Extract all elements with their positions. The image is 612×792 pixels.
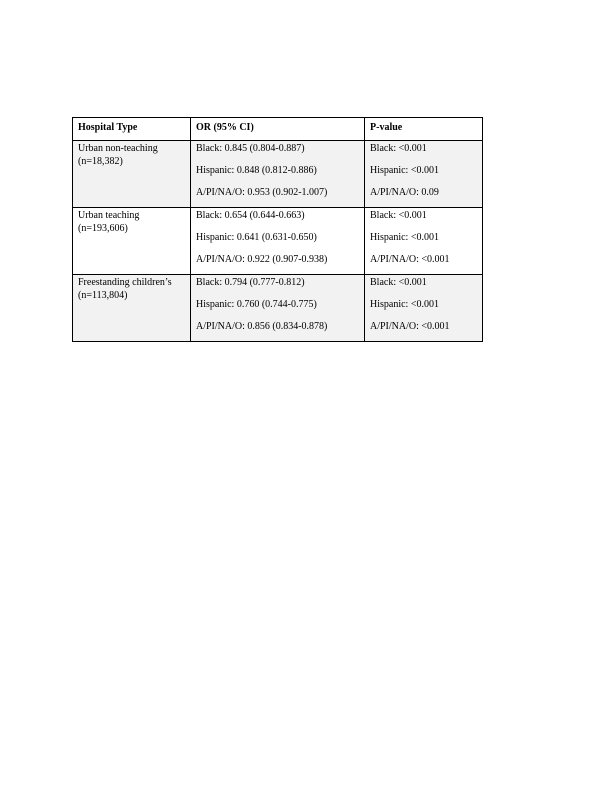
p-black: Black: <0.001 (370, 277, 427, 288)
or-ci-cell (191, 208, 365, 275)
table-header-row (73, 118, 483, 141)
hospital-type-count: (n=113,804) (78, 290, 128, 301)
p-apinao: A/PI/NA/O: <0.001 (370, 321, 450, 332)
header-p-value: P-value (365, 118, 483, 141)
or-hispanic: Hispanic: 0.848 (0.812-0.886) (196, 165, 317, 176)
p-apinao: A/PI/NA/O: <0.001 (370, 254, 450, 265)
hospital-type-count: (n=193,606) (78, 223, 128, 234)
hospital-type-cell (73, 208, 191, 275)
header-hospital-type: Hospital Type (73, 118, 191, 141)
p-hispanic: Hispanic: <0.001 (370, 299, 439, 310)
or-apinao: A/PI/NA/O: 0.922 (0.907-0.938) (196, 254, 328, 265)
p-value-cell (365, 208, 483, 275)
or-apinao: A/PI/NA/O: 0.856 (0.834-0.878) (196, 321, 328, 332)
p-hispanic: Hispanic: <0.001 (370, 232, 439, 243)
hospital-type-count: (n=18,382) (78, 156, 123, 167)
or-hispanic: Hispanic: 0.641 (0.631-0.650) (196, 232, 317, 243)
hospital-type-name: Urban teaching (78, 210, 140, 221)
p-value-cell (365, 141, 483, 208)
p-black: Black: <0.001 (370, 143, 427, 154)
table-row (73, 208, 483, 275)
table-row (73, 141, 483, 208)
results-table (72, 117, 483, 342)
hospital-type-cell (73, 275, 191, 342)
or-black: Black: 0.794 (0.777-0.812) (196, 277, 305, 288)
p-value-cell (365, 275, 483, 342)
hospital-type-name: Urban non-teaching (78, 143, 158, 154)
p-black: Black: <0.001 (370, 210, 427, 221)
header-or-ci: OR (95% CI) (191, 118, 365, 141)
or-black: Black: 0.654 (0.644-0.663) (196, 210, 305, 221)
or-hispanic: Hispanic: 0.760 (0.744-0.775) (196, 299, 317, 310)
table-row (73, 275, 483, 342)
or-ci-cell (191, 141, 365, 208)
or-ci-cell (191, 275, 365, 342)
or-apinao: A/PI/NA/O: 0.953 (0.902-1.007) (196, 187, 328, 198)
hospital-type-name: Freestanding children’s (78, 277, 172, 288)
p-apinao: A/PI/NA/O: 0.09 (370, 187, 439, 198)
p-hispanic: Hispanic: <0.001 (370, 165, 439, 176)
hospital-type-cell (73, 141, 191, 208)
or-black: Black: 0.845 (0.804-0.887) (196, 143, 305, 154)
